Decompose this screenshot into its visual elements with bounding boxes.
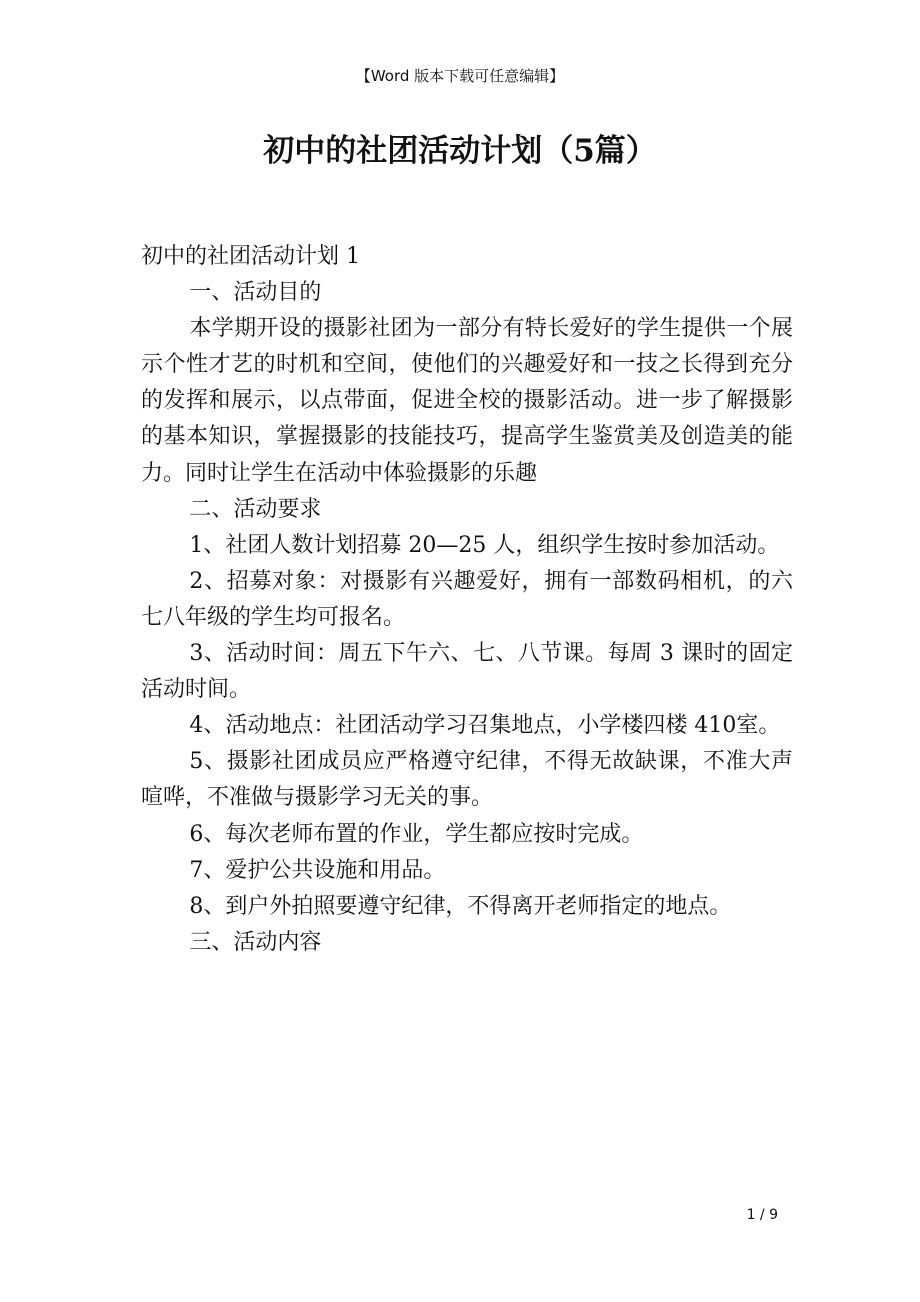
- paragraph-item-5: 5、摄影社团成员应严格遵守纪律，不得无故缺课，不准大声喧哗，不准做与摄影学习无关的事。: [141, 749, 793, 811]
- document-body: [141, 239, 793, 961]
- paragraph-item-8: 8、到户外拍照要遵守纪律，不得离开老师指定的地点。: [189, 893, 732, 919]
- paragraph-item-4: 4、活动地点：社团活动学习召集地点，小学楼四楼 410室。: [189, 713, 781, 739]
- paragraph-item-3: 3、活动时间：周五下午六、七、八节课。每周 3 课时的固定活动时间。: [141, 641, 793, 703]
- paragraph-item-6: 6、每次老师布置的作业，学生都应按时完成。: [189, 821, 644, 847]
- subheading-requirements: 二、活动要求: [189, 496, 322, 522]
- paragraph-item-7: 7、爱护公共设施和用品。: [189, 857, 446, 883]
- subheading-content: 三、活动内容: [189, 929, 322, 955]
- document-title: 初中的社团活动计划（5篇）: [263, 133, 657, 169]
- page-number: 1 / 9: [746, 1207, 778, 1223]
- header-note: 【Word 版本下载可任意编辑】: [355, 67, 565, 85]
- paragraph-purpose: 本学期开设的摄影社团为一部分有特长爱好的学生提供一个展示个性才艺的时机和空间，使他们的兴趣爱好和一技之长得到充分的发挥和展示，以点带面，促进全校的摄影活动。进一步了解摄影的基本知识，掌握摄影的技能技巧，提高学生鉴赏美及创造美的能力。同时让学生在活动中体验摄影的乐趣: [141, 316, 793, 486]
- section-heading: 初中的社团活动计划 1: [141, 244, 360, 269]
- paragraph-item-1: 1、社团人数计划招募 20—25 人，组织学生按时参加活动。: [189, 532, 780, 558]
- paragraph-item-2: 2、招募对象：对摄影有兴趣爱好，拥有一部数码相机，的六七八年级的学生均可报名。: [141, 568, 793, 630]
- subheading-purpose: 一、活动目的: [189, 280, 322, 306]
